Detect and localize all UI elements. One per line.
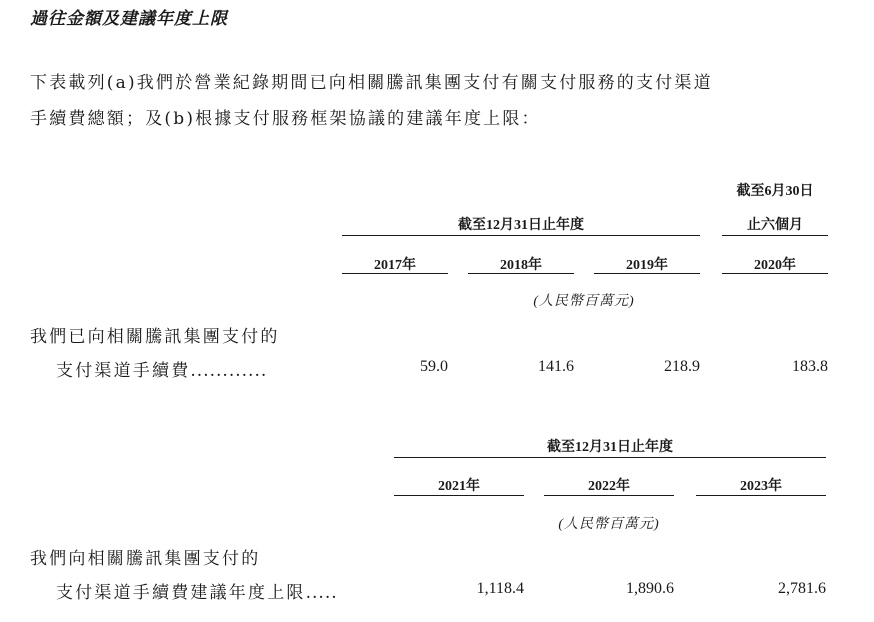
historical-group-header: 截至12月31日止年度 bbox=[458, 218, 584, 233]
historical-row-label-2: 支付渠道手續費............ bbox=[56, 361, 268, 381]
year-rule-2018 bbox=[468, 273, 574, 274]
cap-value-2022: 1,890.6 bbox=[626, 580, 674, 597]
cap-value-2021: 1,118.4 bbox=[476, 580, 524, 597]
historical-group-rule bbox=[342, 235, 700, 236]
year-header-2022: 2022年 bbox=[588, 479, 630, 494]
leader-dots: ..... bbox=[305, 583, 338, 603]
cap-value-2023: 2,781.6 bbox=[778, 580, 826, 597]
year-header-2023: 2023年 bbox=[740, 479, 782, 494]
year-header-2021: 2021年 bbox=[438, 479, 480, 494]
year-header-2018: 2018年 bbox=[500, 258, 542, 273]
intro-line-2: 手續費總額；及(b)根據支付服務框架協議的建議年度上限： bbox=[30, 109, 541, 129]
year-rule-2020 bbox=[722, 273, 828, 274]
year-rule-2021 bbox=[394, 495, 524, 496]
half-year-header-line-2: 止六個月 bbox=[747, 218, 803, 233]
value-2019: 218.9 bbox=[664, 358, 700, 375]
year-header-2020: 2020年 bbox=[754, 258, 796, 273]
value-2017: 59.0 bbox=[420, 358, 448, 375]
year-rule-2022 bbox=[544, 495, 674, 496]
year-rule-2023 bbox=[696, 495, 826, 496]
historical-unit-label: (人民幣百萬元) bbox=[533, 294, 635, 309]
year-rule-2017 bbox=[342, 273, 448, 274]
intro-line-1: 下表載列(a)我們於營業紀錄期間已向相關騰訊集團支付有關支付服務的支付渠道 bbox=[30, 73, 713, 93]
year-rule-2019 bbox=[594, 273, 700, 274]
half-year-header-line-1: 截至6月30日 bbox=[736, 184, 814, 199]
half-year-header-rule bbox=[722, 235, 828, 236]
leader-dots: ............ bbox=[190, 361, 268, 381]
caps-group-header: 截至12月31日止年度 bbox=[547, 440, 673, 455]
caps-row-label-1: 我們向相關騰訊集團支付的 bbox=[30, 549, 261, 569]
section-title: 過往金額及建議年度上限 bbox=[30, 9, 228, 29]
value-2018: 141.6 bbox=[538, 358, 574, 375]
year-header-2019: 2019年 bbox=[626, 258, 668, 273]
caps-group-rule bbox=[394, 457, 826, 458]
value-2020: 183.8 bbox=[792, 358, 828, 375]
caps-unit-label: (人民幣百萬元) bbox=[558, 517, 660, 532]
year-header-2017: 2017年 bbox=[374, 258, 416, 273]
caps-row-label-2: 支付渠道手續費建議年度上限..... bbox=[56, 583, 338, 603]
historical-row-label-1: 我們已向相關騰訊集團支付的 bbox=[30, 327, 280, 347]
